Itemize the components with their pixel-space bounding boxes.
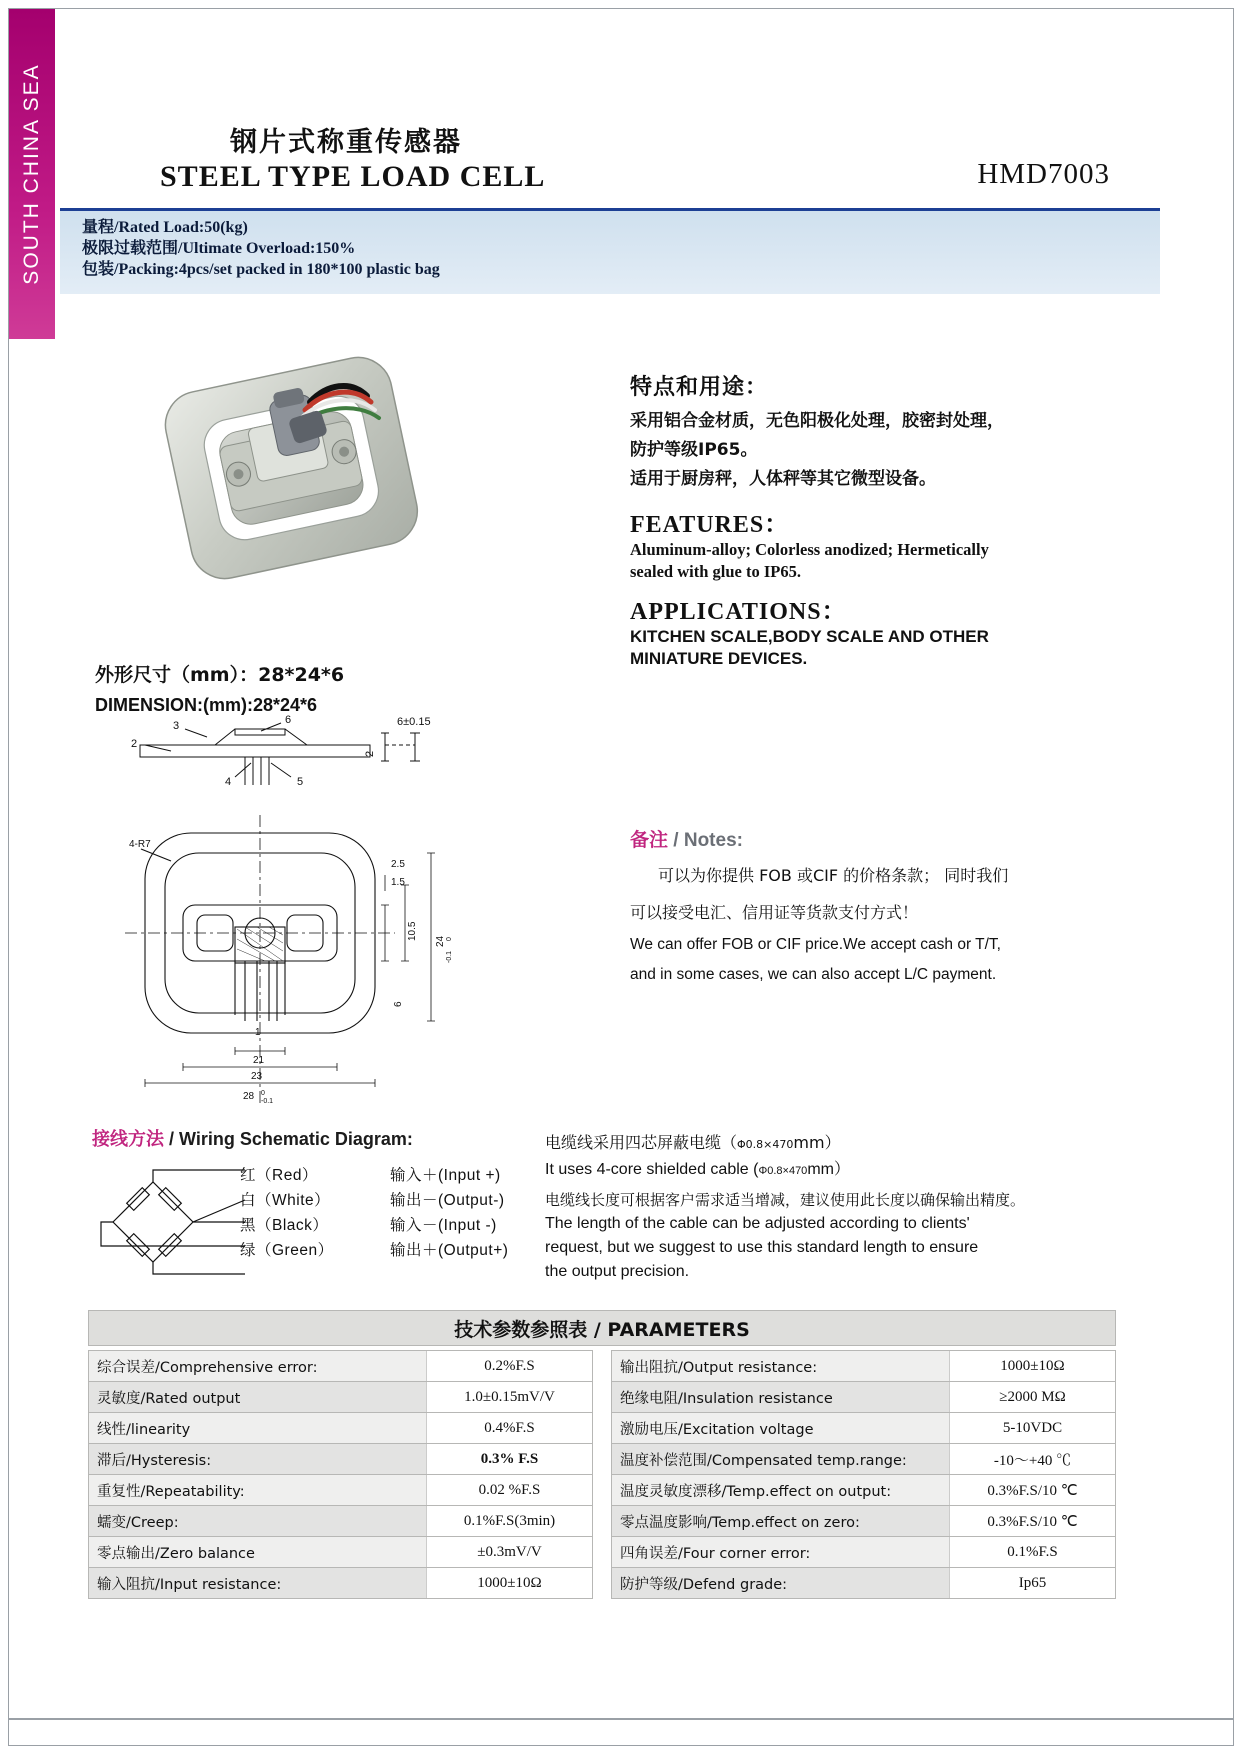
cable-en-line	[545, 1157, 1125, 1184]
param-value: 0.3% F.S	[426, 1444, 592, 1474]
param-value: 1.0±0.15mV/V	[426, 1382, 592, 1412]
table-row	[612, 1444, 1115, 1475]
cable-cn-line	[545, 1130, 1125, 1157]
cable-cn-note: 电缆线长度可根据客户需求适当增减，建议使用此长度以确保输出精度。	[545, 1191, 1026, 1209]
param-value: -10～+40 ℃	[949, 1444, 1115, 1474]
features-body-cn-3: 适用于厨房秤，人体秤等其它微型设备。	[630, 469, 936, 489]
param-value: ±0.3mV/V	[426, 1537, 592, 1567]
table-row	[612, 1382, 1115, 1413]
cable-en-1: It uses 4-core shielded cable (	[545, 1161, 759, 1178]
svg-text:21: 21	[253, 1055, 265, 1066]
wire-signal-3: 输入－(Input -)	[390, 1217, 497, 1234]
notes-body-cn-2: 可以接受电汇、信用证等货款支付方式！	[630, 903, 919, 922]
param-value: 0.02 %F.S	[426, 1475, 592, 1505]
table-row	[89, 1351, 592, 1382]
table-row	[612, 1506, 1115, 1537]
svg-text:6: 6	[393, 1001, 404, 1007]
notes-body-en-1: We can offer FOB or CIF price.We accept cash or T/T,	[630, 936, 1001, 953]
param-key: 激励电压/Excitation voltage	[620, 1421, 814, 1438]
param-key: 重复性/Repeatability:	[97, 1483, 245, 1500]
dimension-heading-cn: 外形尺寸（mm）：28*24*6	[95, 664, 345, 686]
features-heading-en: FEATURES：	[630, 512, 790, 538]
list-item	[240, 1188, 508, 1213]
param-key: 零点输出/Zero balance	[97, 1545, 255, 1562]
cable-en-end: mm）	[807, 1161, 850, 1178]
parameters-title: 技术参数参照表 / PARAMETERS	[88, 1310, 1116, 1346]
cable-cn-1: 电缆线采用四芯屏蔽电缆（	[545, 1133, 738, 1152]
table-row	[612, 1351, 1115, 1382]
cable-cn-end: mm）	[793, 1133, 841, 1152]
param-key: 综合误差/Comprehensive error:	[97, 1359, 318, 1376]
list-item	[240, 1163, 508, 1188]
svg-text:2.5: 2.5	[391, 859, 405, 870]
cable-en-note-1: The length of the cable can be adjusted according to clients'	[545, 1215, 970, 1232]
svg-text:5: 5	[297, 776, 304, 788]
notes-heading-cn: 备注	[630, 829, 669, 851]
list-item	[240, 1213, 508, 1238]
param-value: Ip65	[949, 1568, 1115, 1598]
table-row	[89, 1506, 592, 1537]
param-value: 0.4%F.S	[426, 1413, 592, 1443]
table-row	[612, 1413, 1115, 1444]
features-body-en-1: Aluminum-alloy; Colorless anodized; Hermetically	[630, 540, 989, 559]
notes-heading-en: Notes:	[683, 830, 743, 851]
param-key: 四角误差/Four corner error:	[620, 1545, 811, 1562]
param-value: 0.1%F.S	[949, 1537, 1115, 1567]
notes-body-en-2: and in some cases, we can also accept L/C payment.	[630, 966, 997, 983]
parameters-left-column	[88, 1350, 593, 1599]
table-row	[612, 1568, 1115, 1599]
param-key: 温度补偿范围/Compensated temp.range:	[620, 1452, 907, 1469]
wiring-heading-en: / Wiring Schematic Diagram:	[164, 1129, 413, 1149]
cable-cn-spec: Φ0.8×470	[737, 1138, 794, 1151]
parameters-table	[88, 1310, 1116, 1599]
svg-text:2: 2	[131, 738, 138, 750]
svg-text:28: 28	[243, 1091, 255, 1102]
param-key: 零点温度影响/Temp.effect on zero:	[620, 1514, 860, 1531]
svg-text:2: 2	[364, 750, 376, 757]
features-body-cn-1: 采用铝合金材质，无色阳极化处理，胶密封处理，	[630, 411, 1004, 431]
param-value: 1000±10Ω	[426, 1568, 592, 1598]
param-value: ≥2000 MΩ	[949, 1382, 1115, 1412]
list-item	[240, 1238, 508, 1263]
param-key: 防护等级/Defend grade:	[620, 1576, 788, 1593]
svg-text:6: 6	[285, 715, 292, 726]
svg-text:24: 24	[435, 935, 446, 947]
svg-text:0: 0	[261, 1090, 265, 1097]
wire-color-1: 红（Red）	[240, 1167, 318, 1184]
svg-text:4-R7: 4-R7	[129, 839, 151, 850]
table-row	[612, 1537, 1115, 1568]
param-value: 0.2%F.S	[426, 1351, 592, 1381]
table-row	[89, 1537, 592, 1568]
param-value: 1000±10Ω	[949, 1351, 1115, 1381]
applications-heading: APPLICATIONS：	[630, 599, 847, 625]
notes-body-cn-1: 可以为你提供 FOB 或CIF 的价格条款； 同时我们	[658, 866, 1009, 885]
notes-section	[630, 825, 1150, 986]
param-key: 输出阻抗/Output resistance:	[620, 1359, 818, 1376]
features-body-cn-2: 防护等级IP65。	[630, 440, 758, 460]
param-value: 0.3%F.S/10 ℃	[949, 1506, 1115, 1536]
model-number: HMD7003	[977, 158, 1110, 190]
param-key: 输入阻抗/Input resistance:	[97, 1576, 282, 1593]
wire-signal-4: 输出＋(Output+)	[390, 1242, 509, 1259]
svg-text:1.5: 1.5	[391, 877, 405, 888]
features-heading-cn: 特点和用途：	[630, 375, 769, 400]
cable-en-note-2: request, but we suggest to use this standard length to ensure	[545, 1239, 979, 1256]
dimension-heading-en: DIMENSION:(mm):28*24*6	[95, 695, 318, 715]
footer-bar	[9, 1721, 1233, 1745]
table-row	[89, 1568, 592, 1599]
svg-text:4: 4	[225, 776, 232, 788]
applications-body-2: MINIATURE DEVICES.	[630, 649, 808, 668]
table-row	[89, 1413, 592, 1444]
notes-heading-sep: /	[668, 830, 684, 851]
side-banner	[9, 9, 55, 339]
param-value: 0.1%F.S(3min)	[426, 1506, 592, 1536]
spec-summary-band	[60, 208, 1160, 294]
wiring-legend	[240, 1163, 508, 1263]
applications-body-1: KITCHEN SCALE,BODY SCALE AND OTHER	[630, 627, 989, 646]
svg-text:-0.1: -0.1	[261, 1098, 274, 1105]
param-key: 蠕变/Creep:	[97, 1514, 179, 1531]
svg-text:10.5: 10.5	[407, 921, 418, 941]
param-key: 绝缘电阻/Insulation resistance	[620, 1390, 833, 1407]
cable-section	[545, 1130, 1125, 1284]
wire-signal-2: 输出－(Output-)	[390, 1192, 505, 1209]
param-key: 温度灵敏度漂移/Temp.effect on output:	[620, 1483, 892, 1500]
svg-text:3: 3	[173, 720, 180, 732]
dimension-drawing	[85, 715, 525, 1135]
wiring-heading	[92, 1125, 413, 1151]
table-row	[89, 1382, 592, 1413]
cable-en-spec: Φ0.8×470	[758, 1165, 808, 1177]
param-value: 0.3%F.S/10 ℃	[949, 1475, 1115, 1505]
wire-signal-1: 输入＋(Input +)	[390, 1167, 501, 1184]
table-row	[89, 1475, 592, 1506]
notes-heading	[630, 825, 1150, 852]
spec-packing: 包装/Packing:4pcs/set packed in 180*100 plastic bag	[82, 261, 440, 278]
features-section	[630, 370, 1150, 670]
side-banner-text: SOUTH CHINA SEA	[20, 63, 43, 285]
svg-text:1: 1	[255, 1027, 261, 1038]
svg-text:-0.1: -0.1	[446, 950, 453, 963]
param-key: 灵敏度/Rated output	[97, 1390, 241, 1407]
param-value: 5-10VDC	[949, 1413, 1115, 1443]
svg-text:0: 0	[446, 937, 453, 941]
svg-text:23: 23	[251, 1071, 263, 1082]
product-photo	[105, 310, 525, 590]
param-key: 线性/linearity	[97, 1421, 191, 1438]
wire-color-2: 白（White）	[240, 1192, 331, 1209]
wire-color-3: 黑（Black）	[240, 1217, 329, 1234]
spec-overload: 极限过载范围/Ultimate Overload:150%	[82, 240, 356, 257]
wiring-heading-cn: 接线方法	[92, 1129, 164, 1150]
param-key: 滞后/Hysteresis:	[97, 1452, 212, 1469]
features-body-en-2: sealed with glue to IP65.	[630, 562, 801, 581]
wire-color-4: 绿（Green）	[240, 1242, 334, 1259]
table-row	[612, 1475, 1115, 1506]
document-header	[60, 120, 1150, 210]
page-title-cn: 钢片式称重传感器	[230, 127, 462, 158]
page-title-en: STEEL TYPE LOAD CELL	[160, 160, 546, 193]
footer-divider	[9, 1718, 1233, 1720]
spec-rated-load: 量程/Rated Load:50(kg)	[82, 219, 248, 236]
svg-text:6±0.15: 6±0.15	[397, 716, 431, 728]
cable-en-note-3: the output precision.	[545, 1263, 690, 1280]
table-row	[89, 1444, 592, 1475]
parameters-right-column	[611, 1350, 1116, 1599]
